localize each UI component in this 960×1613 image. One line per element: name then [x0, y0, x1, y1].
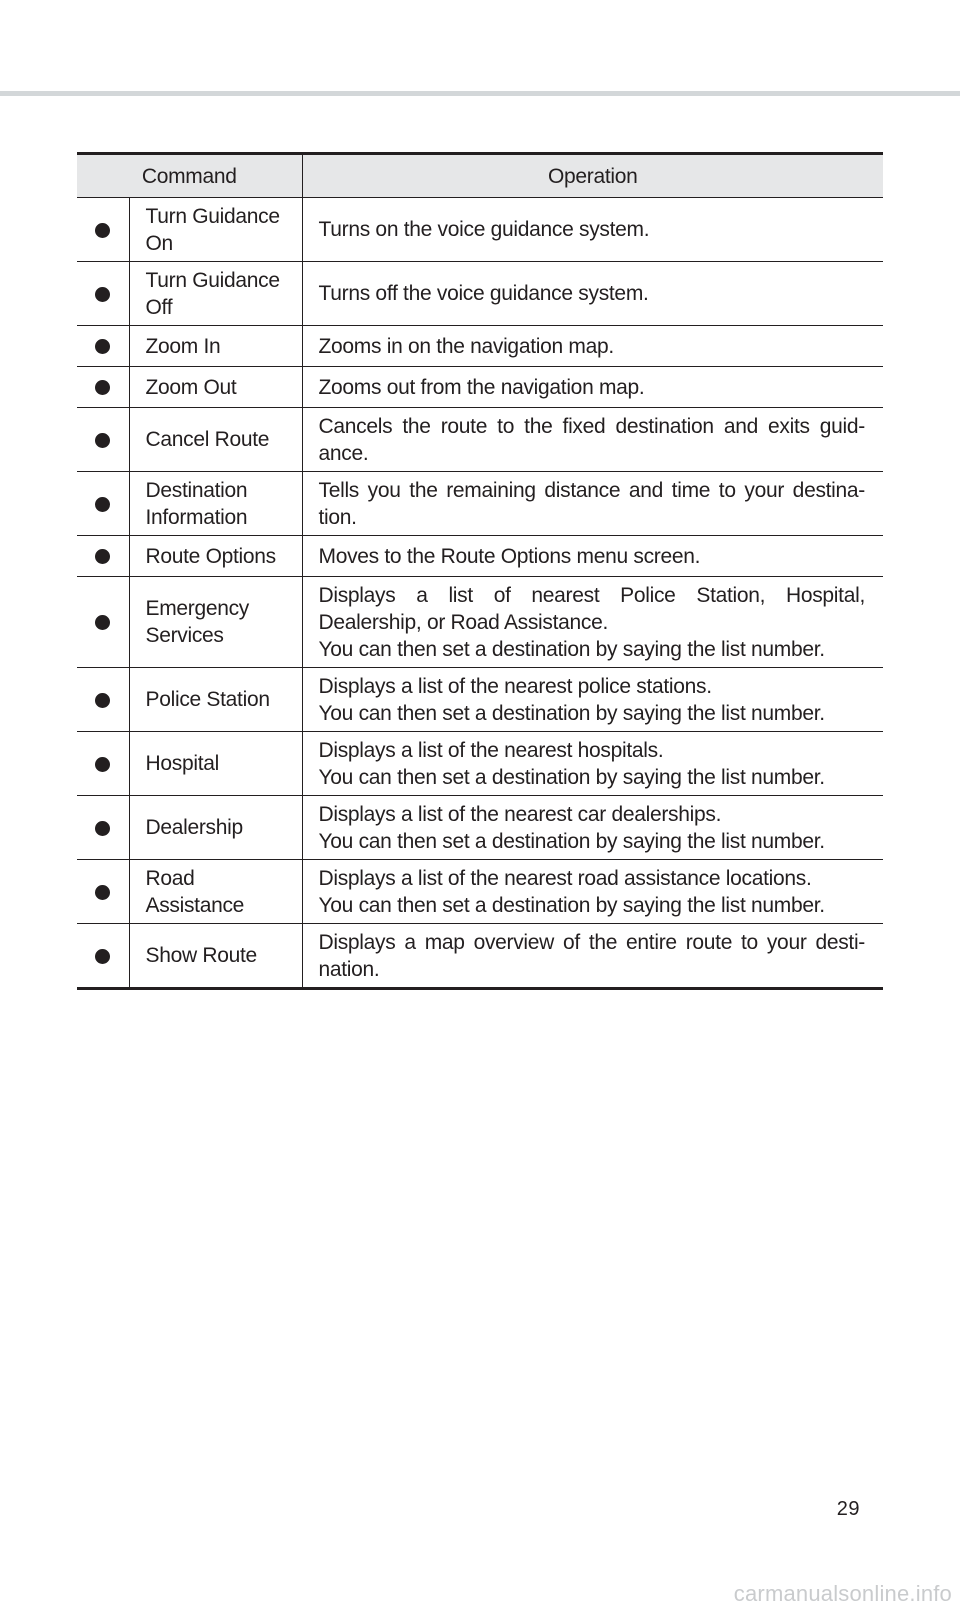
- operation-cell: [302, 472, 883, 536]
- command-cell: Zoom In: [129, 326, 302, 367]
- operation-text: Displays a list of the nearest hospitals.: [318, 738, 664, 762]
- operation-cell: [302, 577, 883, 668]
- table-row: [77, 732, 883, 796]
- operation-text: You can then set a destination by saying the list number.: [318, 765, 825, 789]
- command-cell: Emergency Services: [129, 577, 302, 668]
- table-row: [77, 326, 883, 367]
- operation-cell: [302, 860, 883, 924]
- operation-text: Tells you the remaining distance and time to your destina-tion.: [318, 478, 865, 529]
- operation-cell: [302, 924, 883, 989]
- operation-text: Zooms out from the navigation map.: [318, 375, 645, 399]
- bullet-icon: [95, 433, 110, 448]
- operation-cell: [302, 796, 883, 860]
- operation-cell: [302, 732, 883, 796]
- operation-cell: [302, 668, 883, 732]
- command-cell: Zoom Out: [129, 367, 302, 408]
- table-row: [77, 536, 883, 577]
- operation-cell: [302, 536, 883, 577]
- operation-text: Turns on the voice guidance system.: [318, 218, 650, 241]
- command-cell: Turn Guidance Off: [129, 262, 302, 326]
- operation-text: You can then set a destination by saying the list number.: [318, 893, 825, 917]
- bullet-icon: [95, 821, 110, 836]
- operation-column-header: Operation: [302, 154, 883, 198]
- page-number: 29: [836, 1498, 860, 1520]
- table-row: [77, 577, 883, 668]
- operation-text: You can then set a destination by saying the list number.: [318, 637, 825, 661]
- bullet-icon: [95, 615, 110, 630]
- bullet-icon: [95, 497, 110, 512]
- operation-cell: [302, 262, 883, 326]
- table-row: [77, 796, 883, 860]
- bullet-icon: [95, 549, 110, 564]
- bullet-icon: [95, 757, 110, 772]
- command-cell: Destination Information: [129, 472, 302, 536]
- operation-text: You can then set a destination by saying the list number.: [318, 701, 825, 725]
- command-column-header: Command: [77, 154, 302, 198]
- command-cell: Dealership: [129, 796, 302, 860]
- watermark: carmanualsonline.info: [733, 1581, 952, 1606]
- operation-text: Moves to the Route Options menu screen.: [318, 544, 701, 568]
- command-cell: Hospital: [129, 732, 302, 796]
- operation-text: You can then set a destination by saying the list number.: [318, 829, 825, 853]
- operation-text: Displays a list of nearest Police Station, Hospital,: [318, 583, 865, 607]
- operation-cell: [302, 408, 883, 472]
- top-rule: [0, 91, 960, 96]
- operation-cell: [302, 367, 883, 408]
- operation-text: Turns off the voice guidance system.: [318, 282, 649, 305]
- command-cell: Road Assistance: [129, 860, 302, 924]
- operation-text: Displays a map overview of the entire route to your desti-nation.: [318, 930, 865, 981]
- operation-text: Displays a list of the nearest road assistance locations.: [318, 866, 812, 890]
- table-row: [77, 472, 883, 536]
- bullet-icon: [95, 223, 110, 238]
- command-table: [77, 152, 883, 990]
- bullet-icon: [95, 339, 110, 354]
- bullet-icon: [95, 949, 110, 964]
- operation-text: Zooms in on the navigation map.: [318, 334, 614, 358]
- command-cell: Cancel Route: [129, 408, 302, 472]
- operation-text: Dealership, or Road Assistance.: [318, 610, 609, 634]
- operation-cell: [302, 326, 883, 367]
- command-cell: Turn Guidance On: [129, 198, 302, 262]
- operation-text: Displays a list of the nearest police stations.: [318, 674, 712, 698]
- table-row: [77, 198, 883, 262]
- table-row: [77, 668, 883, 732]
- table-row: [77, 367, 883, 408]
- table-row: [77, 924, 883, 989]
- command-cell: Police Station: [129, 668, 302, 732]
- bullet-icon: [95, 885, 110, 900]
- operation-text: Displays a list of the nearest car dealerships.: [318, 802, 722, 826]
- table-row: [77, 408, 883, 472]
- operation-text: Cancels the route to the fixed destination and exits guid-ance.: [318, 414, 865, 465]
- operation-cell: [302, 198, 883, 262]
- command-cell: Route Options: [129, 536, 302, 577]
- table-header-row: [77, 154, 883, 198]
- command-cell: Show Route: [129, 924, 302, 989]
- bullet-icon: [95, 287, 110, 302]
- bullet-icon: [95, 693, 110, 708]
- table-row: [77, 262, 883, 326]
- table-row: [77, 860, 883, 924]
- bullet-icon: [95, 380, 110, 395]
